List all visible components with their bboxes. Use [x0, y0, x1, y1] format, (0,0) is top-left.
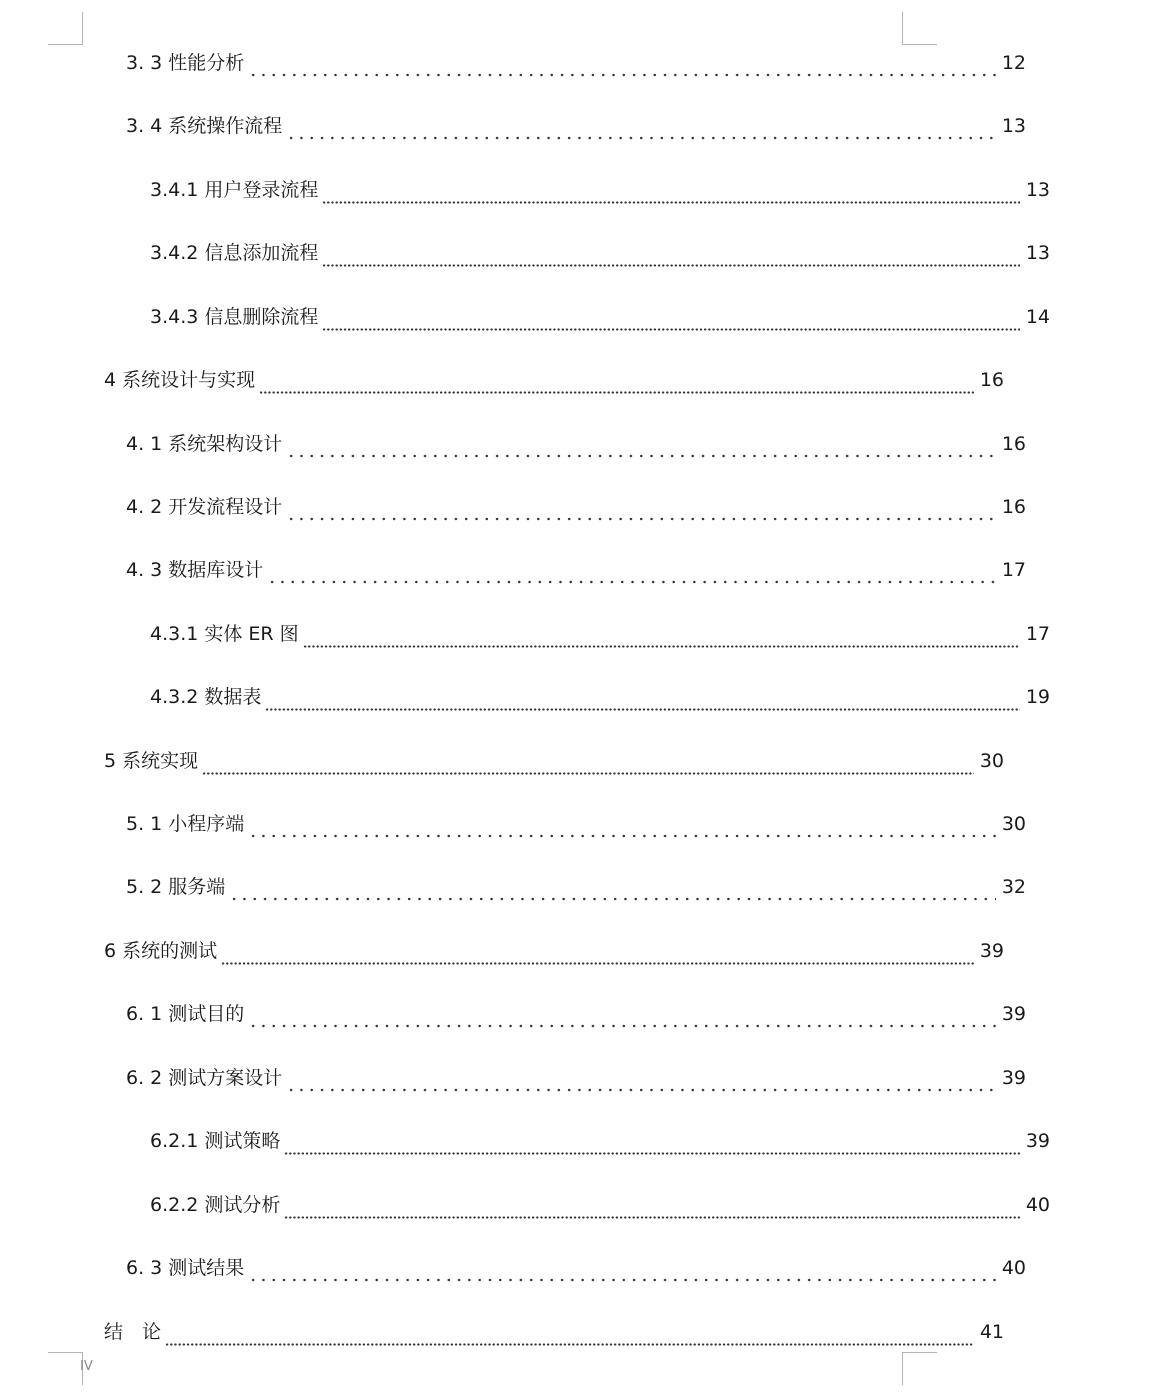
toc-entry[interactable]: [0, 619, 1159, 649]
toc-entry-page: 16: [1001, 433, 1026, 455]
dot-leader: [286, 500, 996, 522]
toc-entry-title: 5. 2 服务端: [126, 876, 226, 898]
dot-leader: [322, 246, 1020, 268]
toc-entry-page: 39: [1001, 1067, 1026, 1089]
toc-entry-title: 6.2.2 测试分析: [150, 1194, 281, 1216]
toc-entry-page: 40: [1025, 1194, 1050, 1216]
toc-entry-title: 4. 1 系统架构设计: [126, 433, 283, 455]
toc-entry-title: 5 系统实现: [104, 750, 199, 772]
dot-leader: [221, 944, 974, 966]
toc-entry-title: 5. 1 小程序端: [126, 813, 245, 835]
toc-entry[interactable]: [0, 365, 1113, 395]
toc-entry-page: 13: [1001, 115, 1026, 137]
dot-leader: [248, 817, 996, 839]
toc-entry-title: 3.4.3 信息删除流程: [150, 306, 319, 328]
toc-entry-page: 17: [1025, 623, 1050, 645]
toc-entry-title: 6. 1 测试目的: [126, 1003, 245, 1025]
toc-entry-page: 19: [1025, 686, 1050, 708]
toc-entry[interactable]: [0, 809, 1135, 839]
toc-entry[interactable]: [0, 492, 1135, 522]
toc-entry[interactable]: [0, 111, 1135, 141]
toc-entry-title: 4.3.1 实体 ER 图: [150, 623, 299, 645]
dot-leader: [303, 627, 1020, 649]
toc-entry-title: 3.4.2 信息添加流程: [150, 242, 319, 264]
toc-entry-page: 14: [1025, 306, 1050, 328]
dot-leader: [286, 1071, 996, 1093]
toc-entry-page: 16: [1001, 496, 1026, 518]
dot-leader: [286, 437, 996, 459]
dot-leader: [165, 1325, 974, 1347]
toc-entry-title: 3. 4 系统操作流程: [126, 115, 283, 137]
crop-mark-top-left: [48, 12, 83, 45]
toc-entry-page: 39: [1025, 1130, 1050, 1152]
toc-entry[interactable]: [0, 936, 1113, 966]
toc-entry[interactable]: [0, 999, 1135, 1029]
toc-entry[interactable]: [0, 1190, 1159, 1220]
toc-entry[interactable]: [0, 1063, 1135, 1093]
toc-entry-page: 30: [1001, 813, 1026, 835]
toc-entry[interactable]: [0, 302, 1159, 332]
dot-leader: [284, 1134, 1020, 1156]
toc-entry[interactable]: [0, 238, 1159, 268]
toc-entry-page: 40: [1001, 1257, 1026, 1279]
dot-leader: [322, 310, 1020, 332]
toc-entry-title: 4. 3 数据库设计: [126, 559, 264, 581]
dot-leader: [248, 1261, 996, 1283]
toc-entry-title: 6.2.1 测试策略: [150, 1130, 281, 1152]
toc-entry-page: 12: [1001, 52, 1026, 74]
toc-entry-page: 17: [1001, 559, 1026, 581]
toc-entry[interactable]: [0, 746, 1113, 776]
toc-entry-title: 结 论: [104, 1321, 162, 1343]
toc-entry-page: 32: [1001, 876, 1026, 898]
toc-entry-title: 4.3.2 数据表: [150, 686, 262, 708]
dot-leader: [202, 754, 974, 776]
toc-entry-title: 6 系统的测试: [104, 940, 218, 962]
crop-mark-bottom-right: [902, 1352, 937, 1385]
toc-entry[interactable]: [0, 175, 1159, 205]
dot-leader: [259, 373, 974, 395]
dot-leader: [229, 880, 996, 902]
toc-entry[interactable]: [0, 48, 1135, 78]
toc-entry[interactable]: [0, 1317, 1113, 1347]
toc-entry-title: 6. 2 测试方案设计: [126, 1067, 283, 1089]
toc-entry[interactable]: [0, 429, 1135, 459]
dot-leader: [322, 183, 1020, 205]
toc-entry[interactable]: [0, 682, 1159, 712]
toc-entry-page: 16: [979, 369, 1004, 391]
page-number: IV: [80, 1359, 93, 1374]
toc-entry-page: 39: [1001, 1003, 1026, 1025]
toc-entry-page: 13: [1025, 179, 1050, 201]
toc-entry[interactable]: [0, 555, 1135, 585]
dot-leader: [267, 563, 996, 585]
toc-entry[interactable]: [0, 1126, 1159, 1156]
dot-leader: [248, 56, 996, 78]
toc-entry-page: 41: [979, 1321, 1004, 1343]
dot-leader: [284, 1198, 1020, 1220]
crop-mark-top-right: [902, 12, 937, 45]
toc-entry[interactable]: [0, 1253, 1135, 1283]
crop-mark-bottom-left: [48, 1352, 83, 1385]
toc-entry-page: 13: [1025, 242, 1050, 264]
toc-entry[interactable]: [0, 872, 1135, 902]
dot-leader: [286, 119, 996, 141]
toc-entry-title: 3. 3 性能分析: [126, 52, 245, 74]
toc-entry-title: 4. 2 开发流程设计: [126, 496, 283, 518]
toc-entry-page: 30: [979, 750, 1004, 772]
toc-entry-title: 4 系统设计与实现: [104, 369, 256, 391]
toc-entry-page: 39: [979, 940, 1004, 962]
dot-leader: [248, 1007, 996, 1029]
toc-entry-title: 3.4.1 用户登录流程: [150, 179, 319, 201]
toc-entry-title: 6. 3 测试结果: [126, 1257, 245, 1279]
dot-leader: [265, 690, 1020, 712]
